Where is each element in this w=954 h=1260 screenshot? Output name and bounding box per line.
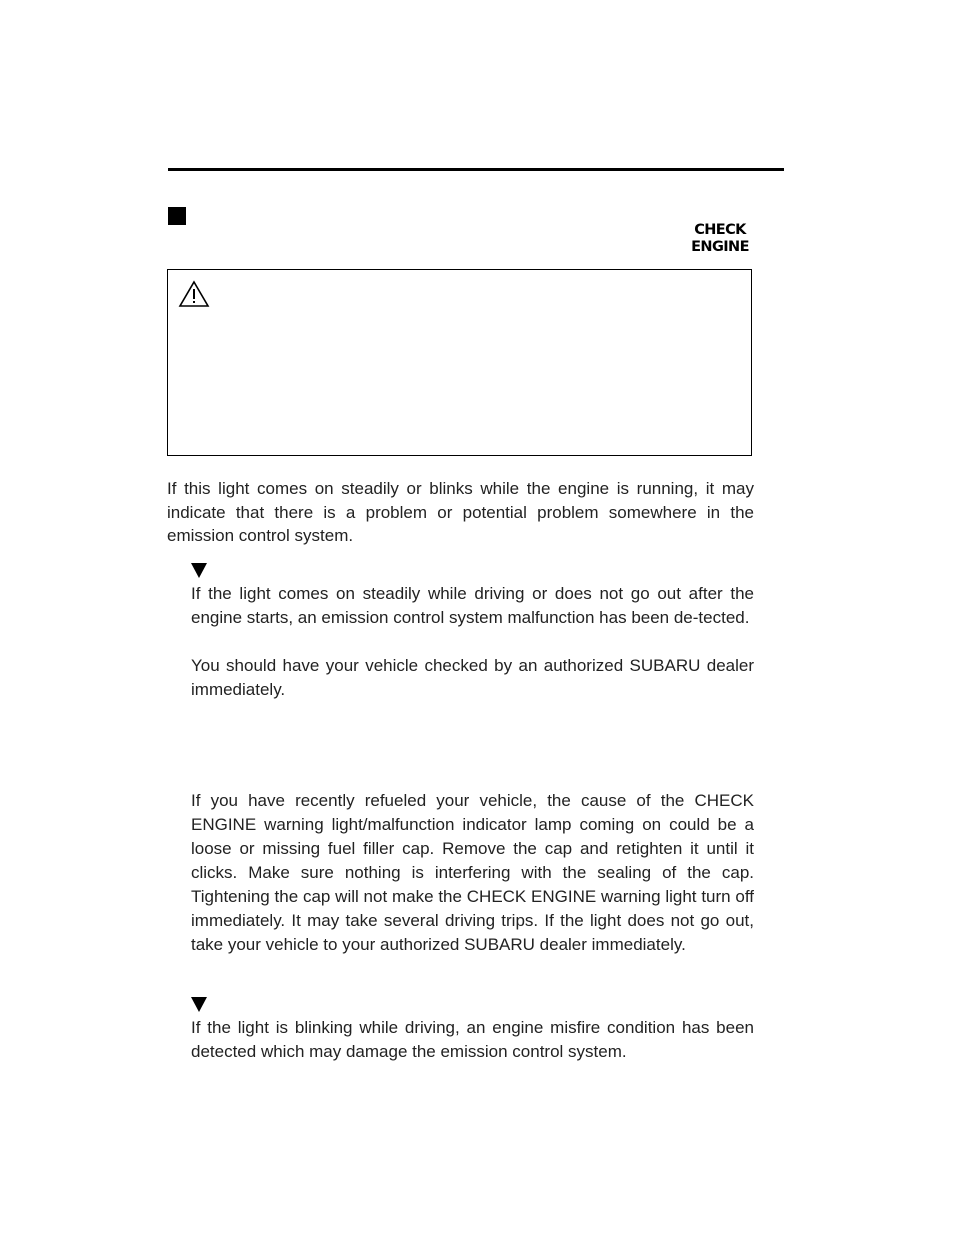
- section-square-icon: [168, 207, 186, 225]
- down-triangle-bullet-icon: [191, 563, 207, 578]
- check-engine-indicator-icon: [680, 222, 760, 256]
- steady-light-paragraph: If the light comes on steadily while driving or does not go out after the engine starts, an emission control system malfunction has been de-tected.: [191, 584, 754, 627]
- warning-box: [167, 269, 752, 456]
- blinking-light-paragraph: If the light is blinking while driving, an engine misfire condition has been detected which may damage the emission control system.: [191, 1018, 754, 1061]
- header-rule: [168, 168, 784, 171]
- down-triangle-bullet-icon: [191, 997, 207, 1012]
- intro-paragraph: If this light comes on steadily or blinks while the engine is running, it may indicate that there is a problem or potential problem somewhere in the emission control system.: [167, 479, 754, 545]
- refuel-paragraph: If you have recently refueled your vehicle, the cause of the CHECK ENGINE warning light/malfunction indicator lamp coming on could be a loose or missing fuel filler cap. Remove the cap and retighten it until it clicks. Make sure nothing is interfering with the sealing of the cap. Tightening the cap will not make the CHECK ENGINE warning light turn off immediately. It may take several driving trips. If the light does not go out, take your vehicle to your authorized SUBARU dealer immediately.: [191, 791, 754, 954]
- check-engine-line-1: CHECK: [694, 222, 746, 238]
- check-engine-line-2: ENGINE: [691, 239, 749, 255]
- warning-triangle-icon: [178, 280, 210, 308]
- dealer-check-paragraph: You should have your vehicle checked by an authorized SUBARU dealer immediately.: [191, 656, 754, 699]
